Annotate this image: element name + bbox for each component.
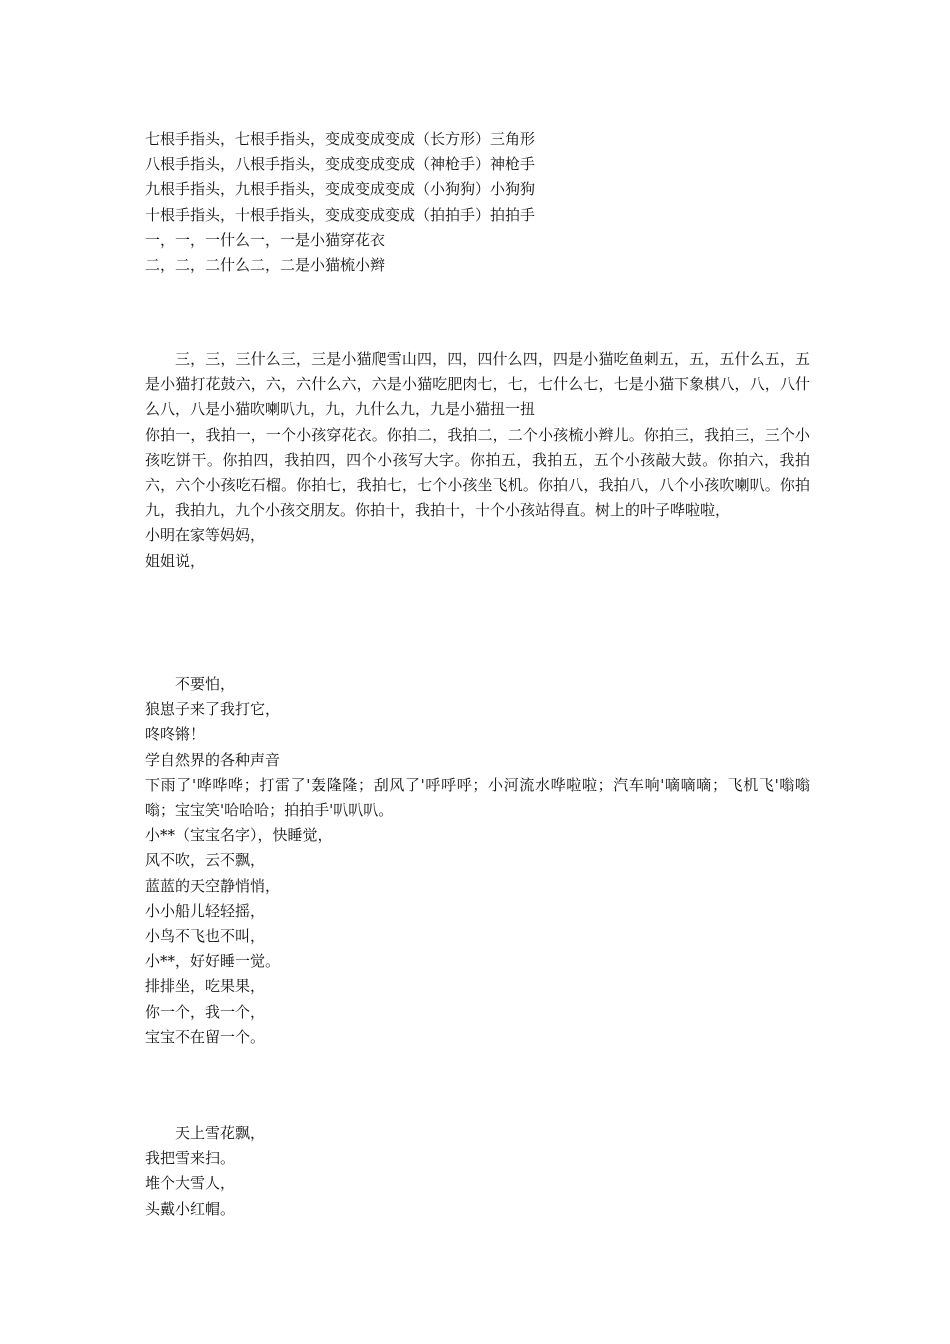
text-line: 宝宝不在留一个。 xyxy=(145,1027,266,1046)
paragraph-nature-sounds: 下雨了'哗哗哗；打雷了'轰隆隆；刮风了'呼呼呼；小河流水哗啦啦；汽车响'嘀嘀嘀；飞机飞'嗡嗡嗡；宝宝笑'哈哈哈；拍拍手'叭叭叭。 xyxy=(145,775,810,820)
rhyme-section-1 xyxy=(145,127,810,278)
text-line: 十根手指头，十根手指头，变成变成变成（拍拍手）拍拍手 xyxy=(145,205,536,224)
text-line: 你一个，我一个， xyxy=(145,1002,266,1021)
text-line: 学自然界的各种声音 xyxy=(145,750,281,769)
text-line: 小鸟不飞也不叫， xyxy=(145,927,266,946)
text-line: 狼崽子来了我打它， xyxy=(145,700,281,719)
rhyme-section-3 xyxy=(145,672,810,1050)
text-line: 九根手指头，九根手指头，变成变成变成（小狗狗）小狗狗 xyxy=(145,180,536,199)
text-line: 姐姐说， xyxy=(145,551,206,570)
text-line: 二，二，二什么二，二是小猫梳小辫 xyxy=(145,256,386,275)
text-line: 小**，好好睡一觉。 xyxy=(145,952,281,971)
text-line: 小**（宝宝名字），快睡觉， xyxy=(145,826,333,845)
text-line: 我把雪来扫。 xyxy=(145,1149,236,1168)
text-line: 八根手指头，八根手指头，变成变成变成（神枪手）神枪手 xyxy=(145,155,536,174)
text-line: 小小船儿轻轻摇， xyxy=(145,901,266,920)
text-line: 七根手指头，七根手指头，变成变成变成（长方形）三角形 xyxy=(145,130,536,148)
text-line: 头戴小红帽。 xyxy=(145,1199,236,1218)
text-line: 天上雪花飘， xyxy=(175,1124,266,1142)
text-line: 堆个大雪人， xyxy=(145,1174,236,1193)
text-line: 不要怕， xyxy=(175,675,236,693)
paragraph-clapping-rhyme: 你拍一，我拍一，一个小孩穿花衣。你拍二，我拍二，二个小孩梳小辫儿。你拍三，我拍三，三个小孩吃饼干。你拍四，我拍四，四个小孩写大字。你拍五，我拍五，五个小孩敲大鼓。你拍六，我拍六，六个小孩吃石榴。你拍七，我拍七，七个小孩坐飞机。你拍八，我拍八，八个小孩吹喇叭。你拍九，我拍九，九个小孩交朋友。你拍十，我拍十，十个小孩站得直。树上的叶子哗啦啦， xyxy=(145,425,810,520)
text-line: 小明在家等妈妈， xyxy=(145,526,266,545)
rhyme-section-2 xyxy=(145,347,810,574)
text-line: 蓝蓝的天空静悄悄， xyxy=(145,876,281,895)
rhyme-section-4 xyxy=(145,1121,810,1222)
text-line: 咚咚锵！ xyxy=(145,725,206,744)
text-line: 一，一，一什么一，一是小猫穿花衣 xyxy=(145,230,386,249)
paragraph-counting-cats: 三，三，三什么三，三是小猫爬雪山四，四，四什么四，四是小猫吃鱼刺五，五，五什么五，五是小猫打花鼓六，六，六什么六，六是小猫吃肥肉七，七，七什么七，七是小猫下象棋八，八，八什么八，八是小猫吹喇叭九，九，九什么九，九是小猫扭一扭 xyxy=(145,350,810,419)
text-line: 风不吹，云不飘， xyxy=(145,851,266,870)
text-line: 排排坐，吃果果， xyxy=(145,977,266,996)
